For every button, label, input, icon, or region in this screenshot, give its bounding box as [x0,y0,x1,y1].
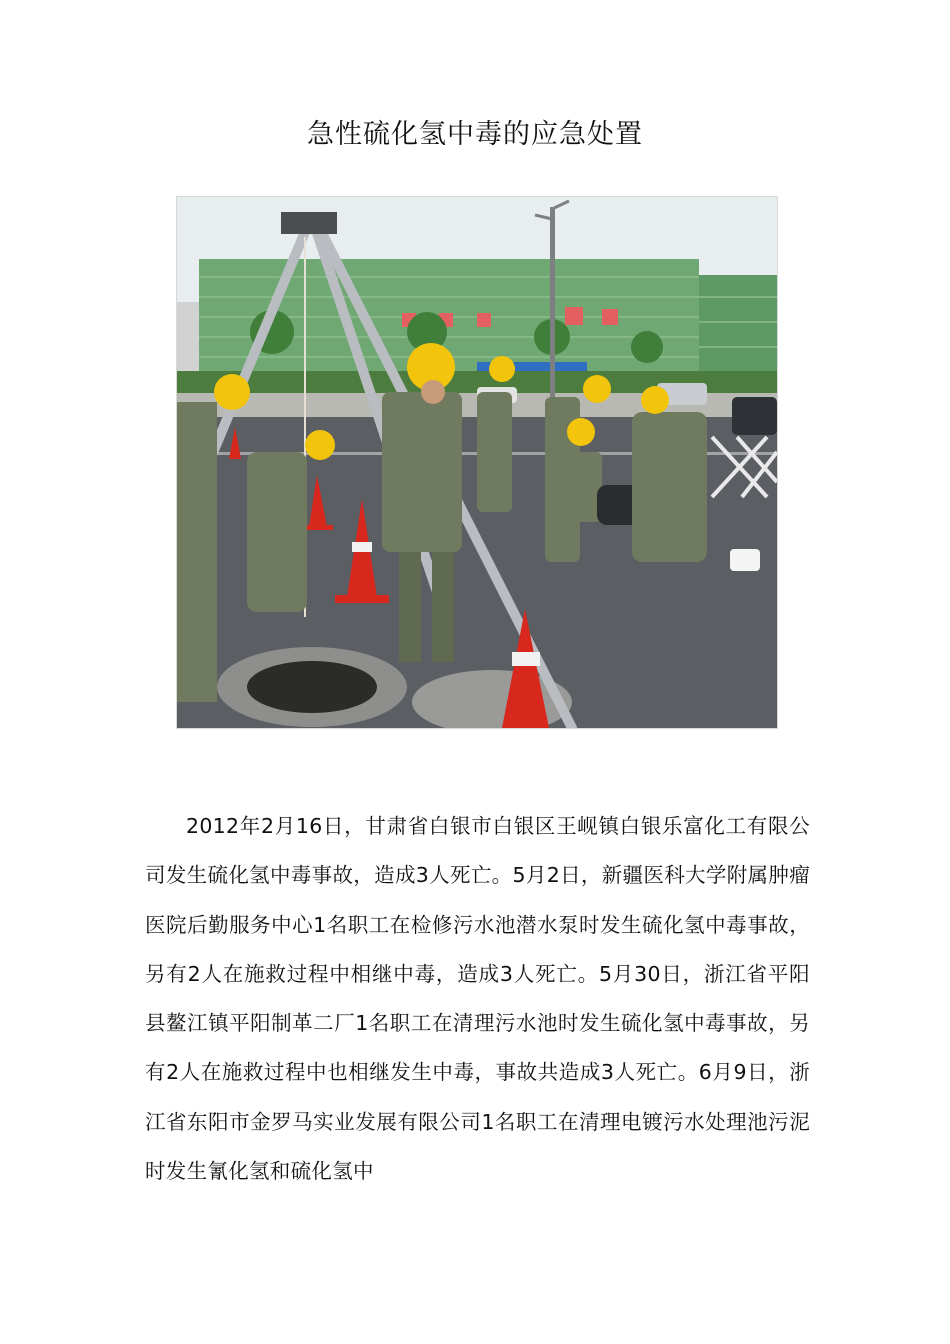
bag [730,549,760,571]
page-title: 急性硫化氢中毒的应急处置 [307,119,643,150]
body-paragraph: 2012年2月16日，甘肃省白银市白银区王岘镇白银乐富化工有限公司发生硫化氢中毒事故，造成3人死亡。5月2日，新疆医科大学附属肿瘤医院后勤服务中心1名职工在检修污水池潜水泵时发生硫化氢中毒事故，另有2人在施救过程中相继中毒，造成3人死亡。5月30日，浙江省平阳县鳌江镇平阳制革二厂1名职工在清理污水池时发生硫化氢中毒事故，另有2人在施救过程中也相继发生中毒，事故共造成3人死亡。6月9日，浙江省东阳市金罗马实业发展有限公司1名职工在清理电镀污水处理池污泥时发生氰化氢和硫化氢中 [145,814,810,1184]
building-left [177,302,201,372]
rescue-drill-photo [176,196,778,729]
building-scaffold-right [699,275,777,371]
tripod-head [281,212,337,234]
lamp-post [550,207,555,397]
rescue-drill-photo-illustration [177,197,777,728]
